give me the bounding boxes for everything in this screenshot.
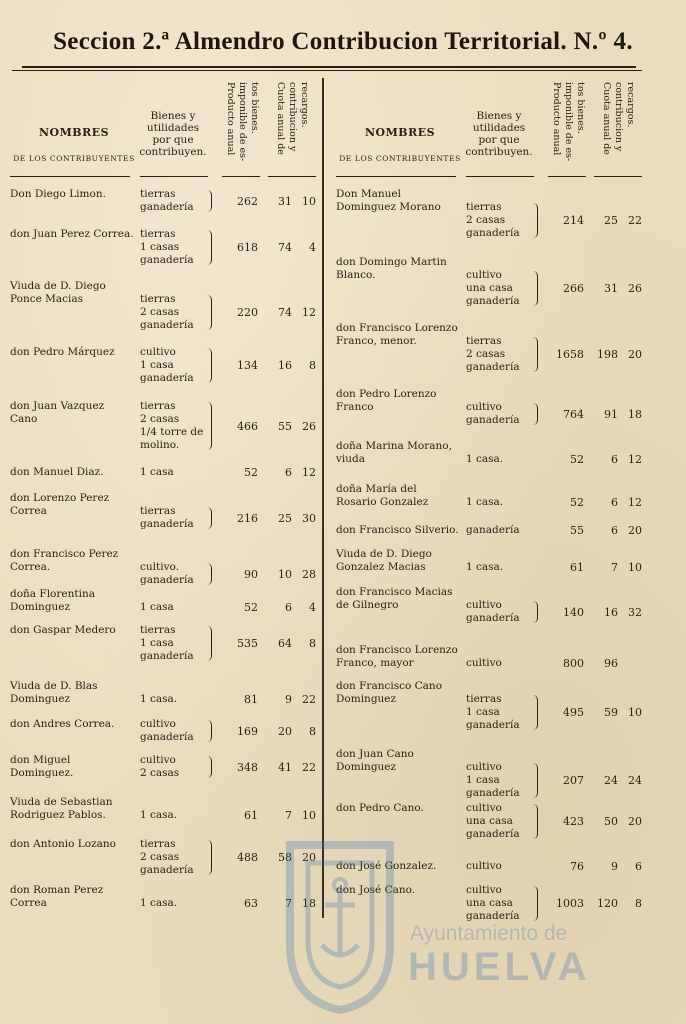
brace-mark <box>206 563 212 585</box>
cuota-reales: 6 <box>285 601 292 614</box>
cuota-reales: 74 <box>278 241 292 254</box>
goods-item: 1 casa <box>466 706 500 718</box>
goods-list <box>140 754 208 780</box>
cuota-reales: 120 <box>597 897 618 910</box>
producto-value: 61 <box>570 561 584 574</box>
title-rule <box>22 66 636 68</box>
goods-item: tierras <box>140 188 176 200</box>
watermark-line2: HUELVA <box>408 945 591 989</box>
header-producto-line1: Producto anual <box>225 82 236 156</box>
goods-list <box>140 718 208 744</box>
header-underline <box>268 176 316 177</box>
contributor-name: don Francisco Lorenzo Franco, mayor <box>336 644 458 669</box>
contributor-name: don Andres Correa. <box>10 718 115 730</box>
goods-list <box>140 400 208 452</box>
cuota-reales: 96 <box>604 657 618 670</box>
goods-item: ganadería <box>140 650 194 662</box>
cuota-reales: 41 <box>278 760 292 774</box>
cuota-maravedis: 10 <box>628 561 642 574</box>
producto-value: 1658 <box>556 348 584 361</box>
cuota-maravedis: 4 <box>309 241 316 254</box>
header-nombres <box>336 78 464 176</box>
cuota-reales: 64 <box>278 637 292 650</box>
brace-mark <box>206 402 212 450</box>
brace-mark <box>206 626 212 661</box>
producto-value: 63 <box>244 897 258 910</box>
goods-item: una casa <box>466 815 513 827</box>
producto-value: 52 <box>244 601 258 614</box>
contributor-name: don Francisco Macias de Gilnegro <box>336 586 453 611</box>
goods-item: cultivo <box>466 269 502 281</box>
goods-item: ganadería <box>140 864 194 876</box>
goods-item: ganadería <box>140 518 194 530</box>
coat-of-arms-icon <box>280 835 400 1015</box>
header-nombres-sub: DE LOS CONTRIBUYENTES <box>13 154 135 163</box>
cuota-maravedis: 4 <box>309 601 316 614</box>
contributor-name: don Juan Vazquez Cano <box>10 400 105 425</box>
contributor-name: don José Cano. <box>336 884 416 896</box>
goods-item: 1 casa <box>140 466 174 478</box>
goods-list <box>466 201 534 240</box>
goods-list <box>140 624 208 663</box>
goods-list <box>466 335 534 374</box>
brace-mark <box>532 403 538 425</box>
brace-mark <box>532 804 538 839</box>
goods-item: molino. <box>140 439 180 451</box>
cuota-maravedis: 30 <box>302 511 316 525</box>
brace-mark <box>206 295 212 330</box>
cuota-maravedis: 8 <box>635 897 642 910</box>
contributor-name: don Francisco Lorenzo Franco, menor. <box>336 322 458 347</box>
producto-value: 140 <box>563 605 584 619</box>
header-bienes: Bienes y utilidades por que contribuyen. <box>465 110 533 158</box>
goods-item: cultivo <box>466 401 502 413</box>
goods-item: una casa <box>466 897 513 909</box>
cuota-maravedis: 24 <box>628 774 642 787</box>
header-underline <box>336 176 456 177</box>
contributor-name: don Juan Cano Dominguez <box>336 748 414 773</box>
goods-item: cultivo <box>466 599 502 611</box>
cuota-maravedis: 22 <box>628 214 642 227</box>
contributor-name: don José Gonzalez. <box>336 860 437 872</box>
contributor-name: don Miguel Dominguez. <box>10 754 74 779</box>
cuota-maravedis: 18 <box>302 897 316 910</box>
producto-value: 488 <box>237 851 258 864</box>
contributor-name: Viuda de Sebastian Rodriguez Pablos. <box>10 796 113 821</box>
producto-value: 52 <box>244 466 258 479</box>
cuota-reales: 9 <box>611 860 618 873</box>
header-nombres-label: NOMBRES <box>38 126 110 139</box>
goods-item: tierras <box>140 400 176 412</box>
producto-value: 1003 <box>556 897 584 910</box>
goods-list <box>466 401 534 427</box>
header-underline <box>466 176 534 177</box>
brace-mark <box>532 763 538 798</box>
producto-value: 220 <box>237 306 258 319</box>
contributor-name: Don Diego Limon. <box>10 188 106 200</box>
cuota-reales: 6 <box>285 466 292 479</box>
producto-value: 618 <box>237 241 258 254</box>
goods-list <box>466 657 534 670</box>
goods-item: tierras <box>466 693 502 705</box>
producto-value: 764 <box>563 407 584 421</box>
watermark <box>280 835 630 1015</box>
producto-value: 348 <box>237 760 258 774</box>
producto-value: 495 <box>563 706 584 719</box>
goods-item: 2 casas <box>140 767 180 779</box>
goods-item: 1 casa <box>466 774 500 786</box>
producto-value: 800 <box>563 657 584 670</box>
goods-item: ganadería <box>466 787 520 799</box>
header-nombres-sub: DE LOS CONTRIBUYENTES <box>339 154 461 163</box>
goods-item: ganadería <box>140 254 194 266</box>
goods-item: 2 casas <box>466 214 506 226</box>
cuota-reales: 31 <box>604 282 618 295</box>
goods-list <box>140 188 208 214</box>
cuota-maravedis: 12 <box>302 306 316 319</box>
contributor-name: don Francisco Cano Dominguez <box>336 680 443 705</box>
header-nombres <box>10 78 138 176</box>
goods-item: 1 casa. <box>466 453 504 465</box>
brace-mark <box>206 348 212 383</box>
cuota-maravedis: 22 <box>302 693 316 706</box>
brace-mark <box>532 337 538 372</box>
goods-item: ganadería <box>466 227 520 239</box>
cuota-maravedis: 12 <box>628 453 642 466</box>
cuota-maravedis: 28 <box>302 567 316 581</box>
cuota-maravedis: 10 <box>628 706 642 719</box>
goods-item: cultivo <box>466 860 502 872</box>
cuota-reales: 58 <box>278 851 292 864</box>
cuota-reales: 25 <box>278 511 292 525</box>
cuota-reales: 25 <box>604 214 618 227</box>
goods-item: ganadería <box>140 574 194 586</box>
goods-list <box>466 761 534 800</box>
cuota-maravedis: 12 <box>628 496 642 509</box>
page-title: Seccion 2.ª Almendro Contribucion Territorial. N.º 4. <box>53 28 633 55</box>
cuota-reales: 10 <box>278 567 292 581</box>
brace-mark <box>206 720 212 742</box>
contributor-name: doña Florentina Dominguez <box>10 588 95 613</box>
goods-item: ganadería <box>140 319 194 331</box>
goods-item: 1 casa <box>140 359 174 371</box>
cuota-maravedis: 8 <box>309 637 316 650</box>
producto-value: 266 <box>563 282 584 295</box>
cuota-reales: 6 <box>611 496 618 509</box>
contributor-name: don Roman Perez Correa <box>10 884 104 909</box>
cuota-reales: 7 <box>285 809 292 822</box>
producto-value: 214 <box>563 214 584 227</box>
goods-item: cultivo <box>140 754 176 766</box>
goods-list <box>140 897 208 910</box>
contributor-name: Don Manuel Dominguez Morano <box>336 188 441 213</box>
goods-item: ganadería <box>466 719 520 731</box>
header-producto-line3: tos bienes. <box>249 82 260 134</box>
contributor-name: Viuda de D. Blas Dominguez <box>10 680 98 705</box>
cuota-maravedis: 20 <box>628 348 642 361</box>
producto-value: 134 <box>237 359 258 372</box>
goods-item: 2 casas <box>466 348 506 360</box>
contributor-name: doña Marina Morano, viuda <box>336 440 452 465</box>
cuota-reales: 16 <box>604 605 618 619</box>
cuota-reales: 74 <box>278 306 292 319</box>
goods-list <box>466 269 534 308</box>
goods-item: tierras <box>140 624 176 636</box>
brace-mark <box>206 756 212 778</box>
producto-value: 90 <box>244 567 258 581</box>
goods-item: 1 casa. <box>466 496 504 508</box>
contributor-name: doña María del Rosario Gonzalez <box>336 483 429 508</box>
cuota-maravedis: 20 <box>628 524 642 537</box>
producto-value: 61 <box>244 809 258 822</box>
contributor-name: don Manuel Diaz. <box>10 466 104 478</box>
cuota-reales: 7 <box>611 561 618 574</box>
goods-item: 1 casas <box>140 241 180 253</box>
goods-list <box>466 693 534 732</box>
contributor-name: don Francisco Silverio. <box>336 524 459 536</box>
header-producto-line2: imponible de es- <box>237 82 248 162</box>
brace-mark <box>206 507 212 529</box>
header-underline <box>140 176 208 177</box>
goods-item: ganadería <box>466 910 520 922</box>
brace-mark <box>532 271 538 306</box>
cuota-reales: 6 <box>611 453 618 466</box>
cuota-reales: 31 <box>278 194 292 208</box>
goods-list <box>140 561 208 587</box>
producto-value: 535 <box>237 637 258 650</box>
header-cuota-line1: Cuota anual de <box>275 82 286 155</box>
goods-item: cultivo <box>466 884 502 896</box>
goods-item: una casa <box>466 282 513 294</box>
header-cuota-line1: Cuota anual de <box>601 82 612 155</box>
goods-item: tierras <box>140 293 176 305</box>
contributor-name: don Domingo Martin Blanco. <box>336 256 447 281</box>
cuota-maravedis: 8 <box>309 359 316 372</box>
goods-item: ganadería <box>466 524 520 536</box>
producto-value: 466 <box>237 419 258 433</box>
header-underline <box>548 176 586 177</box>
contributor-name: Viuda de D. Diego Gonzalez Macias <box>336 548 432 573</box>
goods-list <box>140 466 208 479</box>
cuota-maravedis: 6 <box>635 860 642 873</box>
header-producto-line2: imponible de es- <box>563 82 574 162</box>
cuota-maravedis: 22 <box>302 760 316 774</box>
header-cuota-line2: contribucion y <box>287 82 298 152</box>
brace-mark <box>532 601 538 623</box>
goods-item: 2 casas <box>140 306 180 318</box>
cuota-maravedis: 32 <box>628 605 642 619</box>
cuota-reales: 7 <box>285 897 292 910</box>
producto-value: 207 <box>563 774 584 787</box>
goods-item: cultivo <box>140 346 176 358</box>
contributor-name: don Pedro Lorenzo Franco <box>336 388 437 413</box>
producto-value: 76 <box>570 860 584 873</box>
goods-item: cultivo <box>140 718 176 730</box>
title-rule-thin <box>12 70 642 71</box>
brace-mark <box>206 230 212 265</box>
goods-list <box>466 524 534 537</box>
cuota-maravedis: 18 <box>628 407 642 421</box>
contributor-name: don Juan Perez Correa. <box>10 228 134 240</box>
contributor-name: don Pedro Márquez <box>10 346 115 358</box>
goods-item: ganadería <box>140 731 194 743</box>
brace-mark <box>206 190 212 212</box>
goods-list <box>140 293 208 332</box>
brace-mark <box>532 695 538 730</box>
goods-item: ganadería <box>466 414 520 426</box>
contributor-name: don Antonio Lozano <box>10 838 116 850</box>
goods-item: 2 casas <box>140 851 180 863</box>
goods-list <box>140 601 208 614</box>
goods-item: 1 casa <box>140 637 174 649</box>
cuota-maravedis: 20 <box>628 815 642 828</box>
header-bienes: Bienes y utilidades por que contribuyen. <box>139 110 207 158</box>
header-producto-line3: tos bienes. <box>575 82 586 134</box>
producto-value: 52 <box>570 453 584 466</box>
goods-item: 1 casa. <box>140 693 178 705</box>
cuota-reales: 50 <box>604 815 618 828</box>
cuota-reales: 20 <box>278 724 292 738</box>
producto-value: 169 <box>237 724 258 738</box>
cuota-reales: 59 <box>604 706 618 719</box>
producto-value: 55 <box>570 524 584 537</box>
cuota-maravedis: 12 <box>302 466 316 479</box>
cuota-reales: 6 <box>611 524 618 537</box>
goods-list <box>140 838 208 877</box>
goods-item: cultivo <box>466 761 502 773</box>
cuota-maravedis: 20 <box>302 851 316 864</box>
goods-item: ganadería <box>466 295 520 307</box>
producto-value: 216 <box>237 511 258 525</box>
goods-item: tierras <box>466 201 502 213</box>
goods-list <box>466 599 534 625</box>
goods-list <box>140 346 208 385</box>
goods-item: 1 casa. <box>140 809 178 821</box>
goods-item: tierras <box>140 228 176 240</box>
goods-list <box>140 228 208 267</box>
goods-item: ganadería <box>140 372 194 384</box>
goods-list <box>140 693 208 706</box>
contributor-name: don Pedro Cano. <box>336 802 424 814</box>
producto-value: 52 <box>570 496 584 509</box>
goods-item: tierras <box>140 505 176 517</box>
goods-item: cultivo <box>466 802 502 814</box>
goods-list <box>466 561 534 574</box>
goods-item: ganadería <box>140 201 194 213</box>
producto-value: 423 <box>563 815 584 828</box>
header-cuota-line3: recargos. <box>625 82 636 128</box>
goods-item: cultivo. <box>140 561 179 573</box>
cuota-reales: 198 <box>597 348 618 361</box>
goods-item: 2 casas <box>140 413 180 425</box>
goods-item: tierras <box>466 335 502 347</box>
goods-item: ganadería <box>466 361 520 373</box>
goods-list <box>466 496 534 509</box>
header-underline <box>10 176 130 177</box>
contributor-name: don Gaspar Medero <box>10 624 116 636</box>
goods-item: ganadería <box>466 828 520 840</box>
goods-list <box>140 809 208 822</box>
producto-value: 262 <box>237 194 258 208</box>
header-underline <box>594 176 642 177</box>
brace-mark <box>206 840 212 875</box>
cuota-maravedis: 10 <box>302 194 316 208</box>
goods-item: 1 casa. <box>466 561 504 573</box>
goods-item: 1/4 torre de <box>140 426 204 438</box>
goods-item: ganadería <box>466 612 520 624</box>
cuota-reales: 55 <box>278 419 292 433</box>
contributor-name: don Francisco Perez Correa. <box>10 548 119 573</box>
brace-mark <box>532 203 538 238</box>
goods-item: 1 casa <box>140 601 174 613</box>
cuota-reales: 9 <box>285 693 292 706</box>
cuota-reales: 24 <box>604 774 618 787</box>
header-producto-line1: Producto anual <box>551 82 562 156</box>
cuota-maravedis: 26 <box>628 282 642 295</box>
cuota-reales: 16 <box>278 359 292 372</box>
contributor-name: Viuda de D. Diego Ponce Macias <box>10 280 106 305</box>
cuota-maravedis: 26 <box>302 419 316 433</box>
goods-item: tierras <box>140 838 176 850</box>
header-cuota-line3: recargos. <box>299 82 310 128</box>
cuota-maravedis: 10 <box>302 809 316 822</box>
goods-list <box>140 505 208 531</box>
goods-item: 1 casa. <box>140 897 178 909</box>
cuota-reales: 91 <box>604 407 618 421</box>
watermark-line1: Ayuntamiento de <box>410 922 568 945</box>
header-nombres-label: NOMBRES <box>364 126 436 139</box>
goods-list <box>466 453 534 466</box>
producto-value: 81 <box>244 693 258 706</box>
column-divider <box>322 78 324 918</box>
cuota-maravedis: 8 <box>309 724 316 738</box>
goods-item: cultivo <box>466 657 502 669</box>
header-cuota-line2: contribucion y <box>613 82 624 152</box>
contributor-name: don Lorenzo Perez Correa <box>10 492 110 517</box>
header-underline <box>222 176 260 177</box>
